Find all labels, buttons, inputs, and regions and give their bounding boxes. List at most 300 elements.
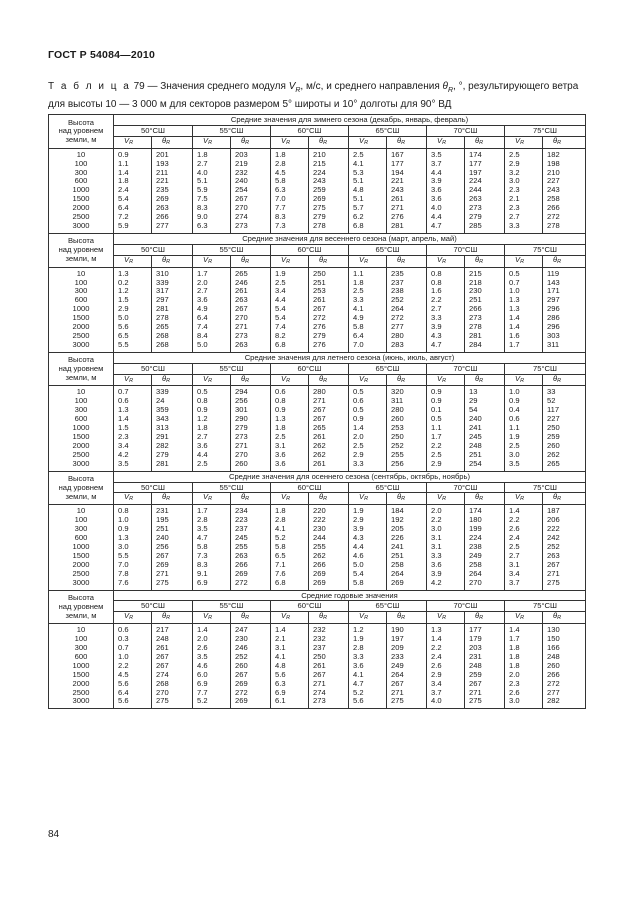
direction-cell: 279 — [231, 424, 271, 433]
speed-cell: 1.9 — [349, 505, 387, 516]
direction-cell: 310 — [152, 267, 193, 278]
speed-cell: 1.3 — [505, 296, 543, 305]
direction-symbol-header: θR — [543, 136, 586, 148]
speed-cell: 1.4 — [349, 424, 387, 433]
speed-cell: 3.1 — [427, 534, 465, 543]
speed-cell: 5.1 — [193, 177, 231, 186]
direction-cell: 230 — [465, 287, 505, 296]
speed-cell: 5.4 — [271, 314, 309, 323]
speed-cell: 3.5 — [505, 460, 543, 471]
direction-cell: 273 — [231, 332, 271, 341]
direction-cell: 240 — [231, 177, 271, 186]
direction-symbol-header: θR — [387, 136, 427, 148]
speed-cell: 3.0 — [505, 451, 543, 460]
direction-symbol-header: θR — [152, 493, 193, 505]
direction-cell: 222 — [309, 516, 349, 525]
speed-cell: 7.0 — [271, 195, 309, 204]
speed-cell: 3.9 — [349, 525, 387, 534]
direction-cell: 230 — [231, 635, 271, 644]
speed-symbol-header: VR — [193, 374, 231, 386]
caption-text: — Значения среднего модуля $V_R$, м/с, и среднего направления $\theta_R$, °, результирующего ветра для высоты 10 — 3 000 м для секторов размером 5° широты и 10° долготы для 90° ВД — [48, 81, 579, 110]
speed-cell: 5.3 — [349, 169, 387, 178]
height-cell: 3000 — [49, 579, 114, 590]
direction-cell: 270 — [231, 314, 271, 323]
direction-cell: 274 — [152, 671, 193, 680]
direction-cell: 261 — [309, 433, 349, 442]
direction-cell: 265 — [152, 323, 193, 332]
height-column-label: Высота над уровнем земли, м — [49, 471, 114, 505]
latitude-header-row — [49, 125, 586, 136]
latitude-zone-header: 50°СШ — [114, 482, 193, 493]
direction-cell: 274 — [309, 689, 349, 698]
direction-cell: 210 — [543, 169, 586, 178]
latitude-zone-header: 55°СШ — [193, 482, 271, 493]
speed-cell: 0.5 — [349, 406, 387, 415]
speed-cell: 1.3 — [114, 534, 152, 543]
direction-cell: 290 — [231, 415, 271, 424]
speed-cell: 3.6 — [271, 460, 309, 471]
speed-cell: 1.0 — [505, 287, 543, 296]
direction-cell: 244 — [465, 186, 505, 195]
speed-cell: 3.9 — [427, 570, 465, 579]
direction-cell: 256 — [152, 543, 193, 552]
direction-cell: 150 — [543, 635, 586, 644]
direction-cell: 270 — [231, 451, 271, 460]
direction-cell: 193 — [152, 160, 193, 169]
direction-cell: 248 — [465, 662, 505, 671]
direction-cell: 264 — [387, 671, 427, 680]
direction-cell: 248 — [152, 635, 193, 644]
speed-cell: 1.3 — [114, 406, 152, 415]
speed-cell: 4.6 — [193, 662, 231, 671]
speed-cell: 2.6 — [427, 662, 465, 671]
speed-cell: 5.0 — [349, 561, 387, 570]
latitude-zone-header: 55°СШ — [193, 244, 271, 255]
direction-cell: 275 — [152, 697, 193, 708]
direction-cell: 246 — [231, 279, 271, 288]
direction-cell: 265 — [543, 460, 586, 471]
direction-cell: 274 — [231, 213, 271, 222]
latitude-zone-header: 65°СШ — [349, 125, 427, 136]
direction-cell: 272 — [543, 680, 586, 689]
latitude-zone-header: 50°СШ — [114, 363, 193, 374]
section-title: Средние значения для весеннего сезона (март, апрель, май) — [114, 233, 586, 244]
section-title: Средние значения для осеннего сезона (сентябрь, октябрь, ноябрь) — [114, 471, 586, 482]
speed-cell: 7.4 — [271, 323, 309, 332]
height-cell: 3000 — [49, 222, 114, 233]
speed-cell: 2.6 — [505, 525, 543, 534]
direction-cell: 285 — [465, 222, 505, 233]
speed-cell: 7.6 — [271, 570, 309, 579]
direction-cell: 269 — [231, 570, 271, 579]
direction-cell: 235 — [387, 267, 427, 278]
direction-cell: 237 — [309, 644, 349, 653]
height-cell: 3000 — [49, 341, 114, 352]
speed-cell: 1.1 — [349, 267, 387, 278]
speed-cell: 0.9 — [505, 397, 543, 406]
speed-cell: 1.8 — [505, 653, 543, 662]
direction-cell: 250 — [543, 424, 586, 433]
speed-cell: 3.7 — [427, 160, 465, 169]
section-title-row — [49, 590, 586, 601]
direction-cell: 267 — [309, 305, 349, 314]
speed-symbol-header: VR — [271, 374, 309, 386]
speed-cell: 2.2 — [114, 662, 152, 671]
direction-cell: 261 — [387, 195, 427, 204]
speed-cell: 2.5 — [505, 442, 543, 451]
direction-cell: 235 — [152, 186, 193, 195]
speed-cell: 4.4 — [349, 543, 387, 552]
height-cell: 600 — [49, 534, 114, 543]
direction-cell: 296 — [543, 305, 586, 314]
direction-cell: 251 — [465, 451, 505, 460]
wind-data-table — [48, 114, 586, 709]
table-caption — [48, 80, 588, 111]
speed-cell: 1.3 — [271, 415, 309, 424]
direction-cell: 221 — [387, 177, 427, 186]
direction-cell: 339 — [152, 279, 193, 288]
direction-cell: 284 — [465, 341, 505, 352]
speed-cell: 7.1 — [271, 561, 309, 570]
speed-cell: 6.5 — [271, 552, 309, 561]
speed-cell: 1.7 — [193, 267, 231, 278]
speed-cell: 1.0 — [114, 516, 152, 525]
speed-cell: 2.8 — [193, 516, 231, 525]
speed-cell: 1.4 — [505, 624, 543, 635]
speed-cell: 2.1 — [271, 635, 309, 644]
speed-cell: 4.3 — [349, 534, 387, 543]
speed-symbol-header: VR — [271, 612, 309, 624]
speed-cell: 2.2 — [427, 644, 465, 653]
speed-cell: 0.9 — [114, 148, 152, 159]
speed-cell: 2.9 — [427, 460, 465, 471]
speed-cell: 6.3 — [271, 186, 309, 195]
speed-cell: 4.8 — [271, 662, 309, 671]
direction-cell: 166 — [543, 644, 586, 653]
direction-cell: 221 — [152, 177, 193, 186]
direction-cell: 260 — [231, 460, 271, 471]
speed-cell: 5.2 — [193, 697, 231, 708]
direction-cell: 272 — [543, 213, 586, 222]
direction-cell: 271 — [152, 570, 193, 579]
direction-cell: 273 — [309, 697, 349, 708]
direction-cell: 297 — [152, 296, 193, 305]
direction-cell: 281 — [152, 460, 193, 471]
direction-cell: 224 — [309, 169, 349, 178]
speed-cell: 5.4 — [114, 195, 152, 204]
speed-cell: 1.7 — [427, 433, 465, 442]
direction-cell: 171 — [543, 287, 586, 296]
direction-cell: 230 — [309, 525, 349, 534]
speed-cell: 5.6 — [114, 323, 152, 332]
speed-cell: 2.4 — [114, 186, 152, 195]
direction-cell: 263 — [465, 195, 505, 204]
direction-cell: 217 — [152, 624, 193, 635]
speed-cell: 5.4 — [271, 305, 309, 314]
speed-cell: 0.6 — [349, 397, 387, 406]
speed-cell: 3.9 — [427, 323, 465, 332]
speed-cell: 7.5 — [193, 195, 231, 204]
speed-symbol-header: VR — [114, 255, 152, 267]
speed-cell: 1.7 — [193, 505, 231, 516]
height-cell: 2000 — [49, 680, 114, 689]
speed-cell: 4.0 — [427, 697, 465, 708]
direction-cell: 224 — [465, 534, 505, 543]
section-title-row — [49, 233, 586, 244]
section-title: Средние значения для летнего сезона (июнь, июль, август) — [114, 352, 586, 363]
direction-cell: 192 — [387, 516, 427, 525]
direction-cell: 271 — [231, 323, 271, 332]
speed-cell: 6.1 — [271, 697, 309, 708]
direction-cell: 13 — [465, 386, 505, 397]
speed-cell: 1.8 — [505, 662, 543, 671]
latitude-header-row — [49, 601, 586, 612]
direction-cell: 275 — [465, 697, 505, 708]
speed-cell: 4.7 — [427, 341, 465, 352]
speed-cell: 7.7 — [271, 204, 309, 213]
latitude-zone-header: 60°СШ — [271, 125, 349, 136]
direction-cell: 197 — [465, 169, 505, 178]
height-cell: 100 — [49, 397, 114, 406]
speed-symbol-header: VR — [193, 136, 231, 148]
direction-cell: 261 — [309, 460, 349, 471]
speed-cell: 2.9 — [427, 671, 465, 680]
direction-cell: 267 — [231, 195, 271, 204]
speed-cell: 1.4 — [505, 505, 543, 516]
direction-cell: 262 — [309, 442, 349, 451]
speed-symbol-header: VR — [193, 612, 231, 624]
height-cell: 1500 — [49, 433, 114, 442]
direction-cell: 254 — [465, 460, 505, 471]
speed-cell: 0.9 — [427, 386, 465, 397]
speed-symbol-header: VR — [271, 136, 309, 148]
direction-cell: 339 — [152, 386, 193, 397]
direction-cell: 277 — [543, 689, 586, 698]
speed-symbol-header: VR — [505, 374, 543, 386]
height-cell: 10 — [49, 505, 114, 516]
direction-cell: 237 — [231, 525, 271, 534]
direction-cell: 275 — [309, 204, 349, 213]
height-column-label: Высота над уровнем земли, м — [49, 233, 114, 267]
speed-cell: 0.8 — [271, 397, 309, 406]
direction-cell: 294 — [231, 386, 271, 397]
direction-cell: 231 — [465, 653, 505, 662]
height-cell: 100 — [49, 160, 114, 169]
speed-cell: 1.9 — [349, 635, 387, 644]
direction-cell: 272 — [387, 314, 427, 323]
table-row — [49, 697, 586, 708]
speed-cell: 4.8 — [349, 186, 387, 195]
latitude-zone-header: 50°СШ — [114, 601, 193, 612]
direction-cell: 143 — [543, 279, 586, 288]
speed-symbol-header: VR — [193, 493, 231, 505]
direction-cell: 267 — [465, 680, 505, 689]
speed-cell: 3.0 — [427, 525, 465, 534]
speed-cell: 3.3 — [349, 460, 387, 471]
speed-cell: 7.2 — [114, 213, 152, 222]
direction-cell: 313 — [152, 424, 193, 433]
speed-cell: 0.6 — [114, 624, 152, 635]
direction-cell: 174 — [465, 505, 505, 516]
wind-data-table-container — [48, 114, 585, 709]
direction-cell: 270 — [152, 689, 193, 698]
direction-cell: 249 — [465, 552, 505, 561]
speed-cell: 5.8 — [349, 579, 387, 590]
height-cell: 600 — [49, 653, 114, 662]
direction-cell: 264 — [387, 305, 427, 314]
direction-cell: 291 — [152, 433, 193, 442]
direction-symbol-header: θR — [465, 136, 505, 148]
direction-cell: 269 — [231, 697, 271, 708]
speed-cell: 3.6 — [193, 442, 231, 451]
speed-cell: 4.4 — [427, 213, 465, 222]
speed-cell: 6.2 — [349, 213, 387, 222]
direction-cell: 238 — [465, 543, 505, 552]
section-title-row — [49, 352, 586, 363]
table-row — [49, 341, 586, 352]
height-cell: 2500 — [49, 332, 114, 341]
direction-symbol-header: θR — [465, 612, 505, 624]
speed-cell: 1.3 — [505, 305, 543, 314]
height-cell: 2000 — [49, 442, 114, 451]
direction-cell: 240 — [465, 415, 505, 424]
latitude-zone-header: 70°СШ — [427, 482, 505, 493]
height-cell: 3000 — [49, 697, 114, 708]
height-cell: 600 — [49, 415, 114, 424]
speed-cell: 2.5 — [271, 433, 309, 442]
speed-cell: 4.4 — [193, 451, 231, 460]
speed-cell: 0.6 — [505, 415, 543, 424]
symbol-header-row — [49, 612, 586, 624]
direction-cell: 177 — [465, 624, 505, 635]
speed-cell: 4.6 — [349, 552, 387, 561]
speed-cell: 6.5 — [114, 332, 152, 341]
speed-cell: 2.0 — [427, 505, 465, 516]
direction-cell: 275 — [152, 579, 193, 590]
speed-cell: 4.0 — [193, 169, 231, 178]
speed-cell: 6.9 — [271, 689, 309, 698]
speed-cell: 3.7 — [427, 689, 465, 698]
speed-cell: 5.2 — [349, 689, 387, 698]
speed-cell: 3.2 — [505, 169, 543, 178]
direction-cell: 254 — [231, 186, 271, 195]
speed-cell: 0.8 — [114, 505, 152, 516]
direction-cell: 264 — [387, 570, 427, 579]
speed-symbol-header: VR — [505, 612, 543, 624]
caption-number: 79 — [133, 81, 145, 92]
height-cell: 300 — [49, 287, 114, 296]
speed-cell: 2.6 — [505, 689, 543, 698]
height-cell: 1500 — [49, 314, 114, 323]
latitude-zone-header: 75°СШ — [505, 482, 586, 493]
speed-symbol-header: VR — [427, 136, 465, 148]
direction-cell: 199 — [465, 525, 505, 534]
direction-cell: 311 — [543, 341, 586, 352]
speed-symbol-header: VR — [427, 612, 465, 624]
height-cell: 10 — [49, 148, 114, 159]
direction-cell: 269 — [309, 195, 349, 204]
direction-cell: 251 — [309, 279, 349, 288]
direction-cell: 203 — [465, 644, 505, 653]
direction-cell: 271 — [543, 570, 586, 579]
speed-symbol-header: VR — [271, 493, 309, 505]
direction-cell: 232 — [309, 624, 349, 635]
speed-cell: 0.7 — [114, 386, 152, 397]
direction-cell: 267 — [152, 662, 193, 671]
document-standard-header: ГОСТ Р 54084—2010 — [48, 49, 156, 61]
speed-symbol-header: VR — [114, 493, 152, 505]
speed-cell: 3.5 — [114, 460, 152, 471]
direction-symbol-header: θR — [152, 136, 193, 148]
symbol-header-row — [49, 493, 586, 505]
height-cell: 1000 — [49, 305, 114, 314]
direction-cell: 256 — [231, 397, 271, 406]
direction-symbol-header: θR — [231, 374, 271, 386]
height-cell: 1000 — [49, 186, 114, 195]
direction-cell: 177 — [465, 160, 505, 169]
speed-cell: 3.7 — [505, 579, 543, 590]
speed-symbol-header: VR — [427, 255, 465, 267]
speed-cell: 8.3 — [193, 204, 231, 213]
height-cell: 2500 — [49, 570, 114, 579]
speed-cell: 0.5 — [349, 386, 387, 397]
direction-cell: 250 — [309, 653, 349, 662]
direction-cell: 248 — [465, 442, 505, 451]
direction-symbol-header: θR — [231, 612, 271, 624]
speed-cell: 4.7 — [427, 222, 465, 233]
speed-cell: 0.5 — [505, 267, 543, 278]
speed-cell: 2.5 — [271, 279, 309, 288]
direction-cell: 259 — [543, 433, 586, 442]
speed-cell: 6.4 — [114, 204, 152, 213]
direction-cell: 251 — [152, 525, 193, 534]
direction-cell: 261 — [152, 644, 193, 653]
direction-cell: 266 — [309, 561, 349, 570]
direction-cell: 244 — [309, 534, 349, 543]
speed-cell: 3.6 — [427, 561, 465, 570]
speed-cell: 5.0 — [193, 341, 231, 352]
speed-cell: 6.4 — [193, 314, 231, 323]
direction-cell: 243 — [309, 177, 349, 186]
height-cell: 2000 — [49, 323, 114, 332]
latitude-zone-header: 70°СШ — [427, 125, 505, 136]
direction-cell: 267 — [231, 305, 271, 314]
direction-cell: 359 — [152, 406, 193, 415]
height-cell: 300 — [49, 406, 114, 415]
speed-cell: 3.5 — [427, 148, 465, 159]
direction-cell: 276 — [309, 323, 349, 332]
speed-cell: 0.6 — [114, 397, 152, 406]
speed-cell: 2.5 — [349, 148, 387, 159]
direction-cell: 278 — [309, 222, 349, 233]
speed-cell: 7.0 — [349, 341, 387, 352]
speed-cell: 0.2 — [114, 279, 152, 288]
direction-symbol-header: θR — [152, 255, 193, 267]
direction-cell: 251 — [465, 296, 505, 305]
direction-cell: 255 — [387, 451, 427, 460]
speed-cell: 8.3 — [193, 561, 231, 570]
speed-cell: 2.2 — [427, 442, 465, 451]
speed-cell: 6.8 — [271, 579, 309, 590]
speed-cell: 5.1 — [349, 177, 387, 186]
direction-cell: 117 — [543, 406, 586, 415]
direction-cell: 283 — [387, 341, 427, 352]
direction-cell: 233 — [387, 653, 427, 662]
speed-cell: 0.9 — [193, 406, 231, 415]
latitude-zone-header: 70°СШ — [427, 363, 505, 374]
direction-cell: 297 — [543, 296, 586, 305]
speed-cell: 5.8 — [271, 177, 309, 186]
